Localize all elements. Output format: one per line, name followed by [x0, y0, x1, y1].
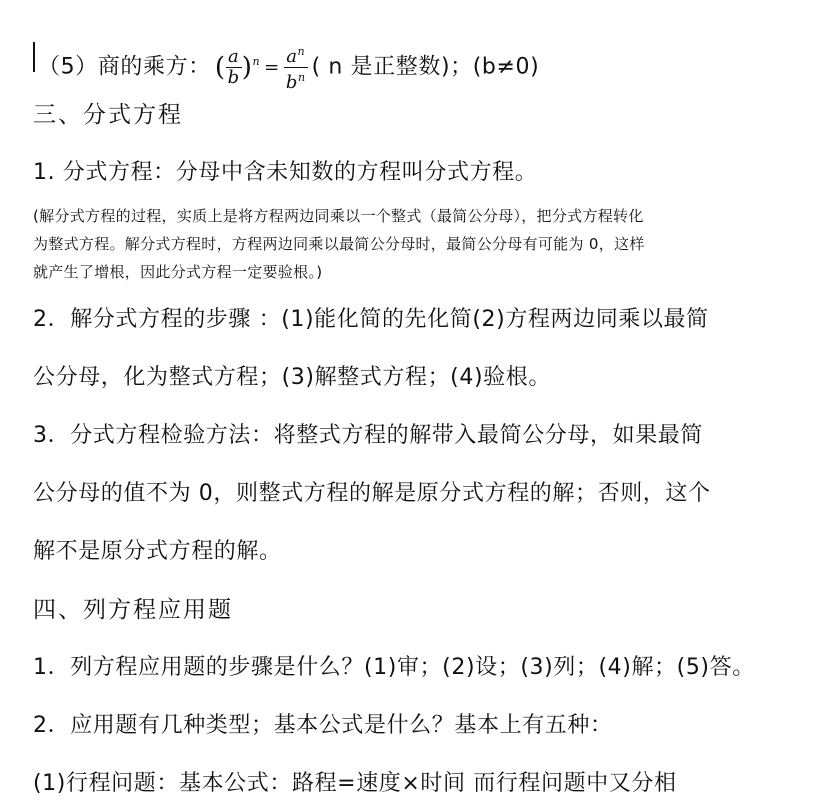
section3-check-line-1: 3．分式方程检验方法：将整式方程的解带入最简公分母，如果最简 — [33, 423, 703, 448]
quotient-power-formula: ( $\frac{a}{b}$ )$^n$ = $\frac{a^n}{b^n}$ — [215, 42, 308, 93]
rule-condition: ( n 是正整数)；(b≠0) — [311, 54, 540, 80]
text-cursor — [33, 42, 35, 72]
section4-types: 2．应用题有几种类型；基本公式是什么？基本上有五种： — [33, 713, 613, 738]
section4-title: 四、列方程应用题 — [33, 597, 233, 623]
rule-prefix: （5）商的乘方： — [38, 54, 211, 80]
equals-sign: = — [264, 56, 280, 78]
lhs-fraction: $\frac{a}{b}$ — [227, 46, 240, 88]
section3-note-line-3: 就产生了增根，因此分式方程一定要验根。) — [33, 263, 323, 281]
section4-travel-problem: (1)行程问题：基本公式：路程=速度×时间 而行程问题中又分相 — [33, 771, 677, 796]
section3-title: 三、分式方程 — [33, 102, 183, 128]
section3-note-line-2: 为整式方程。解分式方程时，方程两边同乘以最简公分母时，最简公分母有可能为 0，这样 — [33, 235, 645, 253]
section3-steps-line-1: 2．解分式方程的步骤 ：(1)能化简的先化简(2)方程两边同乘以最简 — [33, 307, 709, 332]
lhs-exponent: n — [252, 55, 261, 69]
quotient-power-rule — [38, 42, 539, 93]
rhs-fraction: $\frac{a^n}{b^n}$ — [285, 45, 306, 93]
section3-check-line-2: 公分母的值不为 0，则整式方程的解是原分式方程的解；否则，这个 — [33, 481, 711, 506]
section3-check-line-3: 解不是原分式方程的解。 — [33, 539, 282, 564]
section3-note-line-1: (解分式方程的过程，实质上是将方程两边同乘以一个整式（最简公分母），把分式方程转化 — [33, 207, 644, 225]
section3-definition: 1. 分式方程：分母中含未知数的方程叫分式方程。 — [33, 160, 538, 185]
section3-steps-line-2: 公分母，化为整式方程；(3)解整式方程；(4)验根。 — [33, 365, 551, 390]
section4-steps: 1．列方程应用题的步骤是什么？(1)审；(2)设；(3)列；(4)解；(5)答。 — [33, 655, 755, 680]
